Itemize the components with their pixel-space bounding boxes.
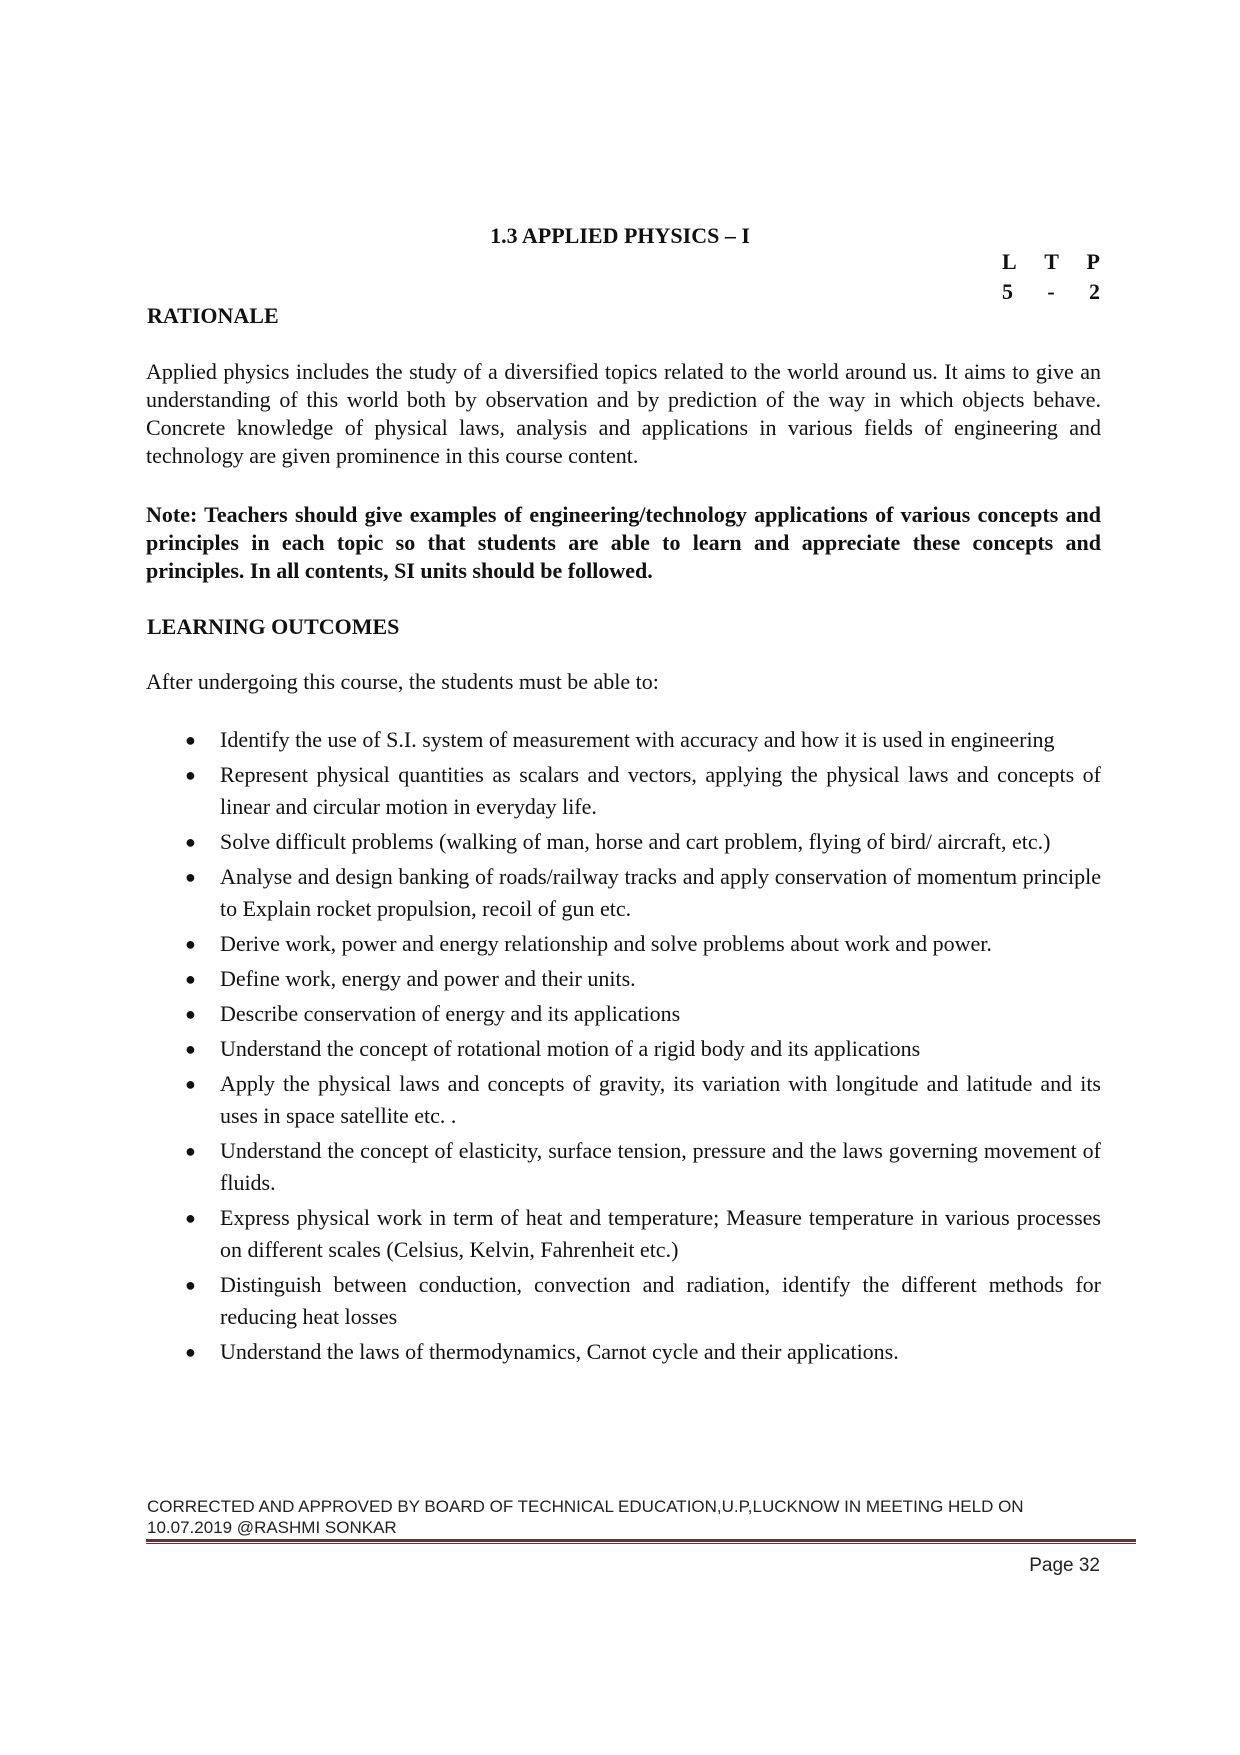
list-item-text: Understand the laws of thermodynamics, Carnot cycle and their applications. — [220, 1339, 899, 1364]
ltp-labels-row — [1002, 247, 1100, 277]
list-item-text: Analyse and design banking of roads/railway tracks and apply conservation of momentum principle to Explain rocket propulsion, recoil of gun etc. — [220, 864, 1101, 921]
bullet-icon: ● — [185, 730, 196, 750]
ltp-label-l: L — [1002, 249, 1017, 274]
course-title: 1.3 APPLIED PHYSICS – I — [490, 223, 750, 248]
bullet-icon: ● — [185, 765, 196, 785]
bullet-icon: ● — [185, 1004, 196, 1024]
list-item-text: Derive work, power and energy relationship and solve problems about work and power. — [220, 931, 992, 956]
bullet-icon: ● — [185, 1039, 196, 1059]
ltp-label-t: T — [1044, 249, 1059, 274]
list-item-text: Represent physical quantities as scalars and vectors, applying the physical laws and concepts of linear and circular motion in everyday life. — [220, 762, 1101, 819]
list-item — [146, 928, 1101, 960]
list-item — [146, 1336, 1101, 1368]
bullet-icon: ● — [185, 1208, 196, 1228]
list-item-text: Understand the concept of elasticity, surface tension, pressure and the laws governing movement of fluids. — [220, 1138, 1101, 1195]
learning-outcomes-intro: After undergoing this course, the students must be able to: — [146, 669, 659, 694]
list-item-text: Express physical work in term of heat and temperature; Measure temperature in various processes on different scales (Celsius, Kelvin, Fahrenheit etc.) — [220, 1205, 1101, 1262]
list-item — [146, 963, 1101, 995]
list-item — [146, 1269, 1101, 1333]
bullet-icon: ● — [185, 867, 196, 887]
bullet-icon: ● — [185, 1342, 196, 1362]
ltp-label-p: P — [1086, 249, 1100, 274]
teacher-note: Note: Teachers should give examples of engineering/technology applications of various concepts and principles in each topic so that students are able to learn and appreciate these concepts and principles. In all contents, SI units should be followed. — [146, 502, 1101, 583]
list-item — [146, 861, 1101, 925]
list-item-text: Distinguish between conduction, convection and radiation, identify the different methods for reducing heat losses — [220, 1272, 1101, 1329]
list-item — [146, 1068, 1101, 1132]
learning-outcomes-list — [146, 724, 1101, 1371]
page-number: Page 32 — [1029, 1555, 1100, 1576]
list-item-text: Understand the concept of rotational motion of a rigid body and its applications — [220, 1036, 921, 1061]
bullet-icon: ● — [185, 969, 196, 989]
ltp-value-p: 2 — [1088, 279, 1100, 304]
list-item — [146, 826, 1101, 858]
approval-footer: CORRECTED AND APPROVED BY BOARD OF TECHNICAL EDUCATION,U.P,LUCKNOW IN MEETING HELD ON 10.07.2019 @RASHMI SONKAR — [147, 1497, 1024, 1537]
ltp-table — [1002, 247, 1100, 307]
bullet-icon: ● — [185, 1141, 196, 1161]
bullet-icon: ● — [185, 1275, 196, 1295]
rationale-heading: RATIONALE — [147, 303, 279, 328]
list-item — [146, 1033, 1101, 1065]
list-item-text: Describe conservation of energy and its applications — [220, 1001, 681, 1026]
list-item — [146, 1202, 1101, 1266]
list-item-text: Identify the use of S.I. system of measurement with accuracy and how it is used in engineering — [220, 727, 1055, 752]
rationale-text: Applied physics includes the study of a diversified topics related to the world around us. It aims to give an understanding of this world both by observation and by prediction of the way in which objects behave. Concrete knowledge of physical laws, analysis and applications in various fields of engineering and technology are given prominence in this course content. — [146, 359, 1101, 468]
learning-outcomes-heading: LEARNING OUTCOMES — [147, 614, 400, 639]
list-item — [146, 998, 1101, 1030]
bullet-icon: ● — [185, 1074, 196, 1094]
list-item — [146, 759, 1101, 823]
bullet-icon: ● — [185, 832, 196, 852]
ltp-values-row — [1002, 277, 1100, 307]
list-item-text: Define work, energy and power and their units. — [220, 966, 636, 991]
list-item-text: Solve difficult problems (walking of man, horse and cart problem, flying of bird/ aircraft, etc.) — [220, 829, 1051, 854]
ltp-value-l: 5 — [1002, 279, 1013, 304]
list-item — [146, 724, 1101, 756]
bullet-icon: ● — [185, 934, 196, 954]
footer-divider — [146, 1539, 1136, 1544]
list-item-text: Apply the physical laws and concepts of gravity, its variation with longitude and latitude and its uses in space satellite etc. . — [220, 1071, 1101, 1128]
ltp-value-t: - — [1047, 279, 1055, 304]
list-item — [146, 1135, 1101, 1199]
